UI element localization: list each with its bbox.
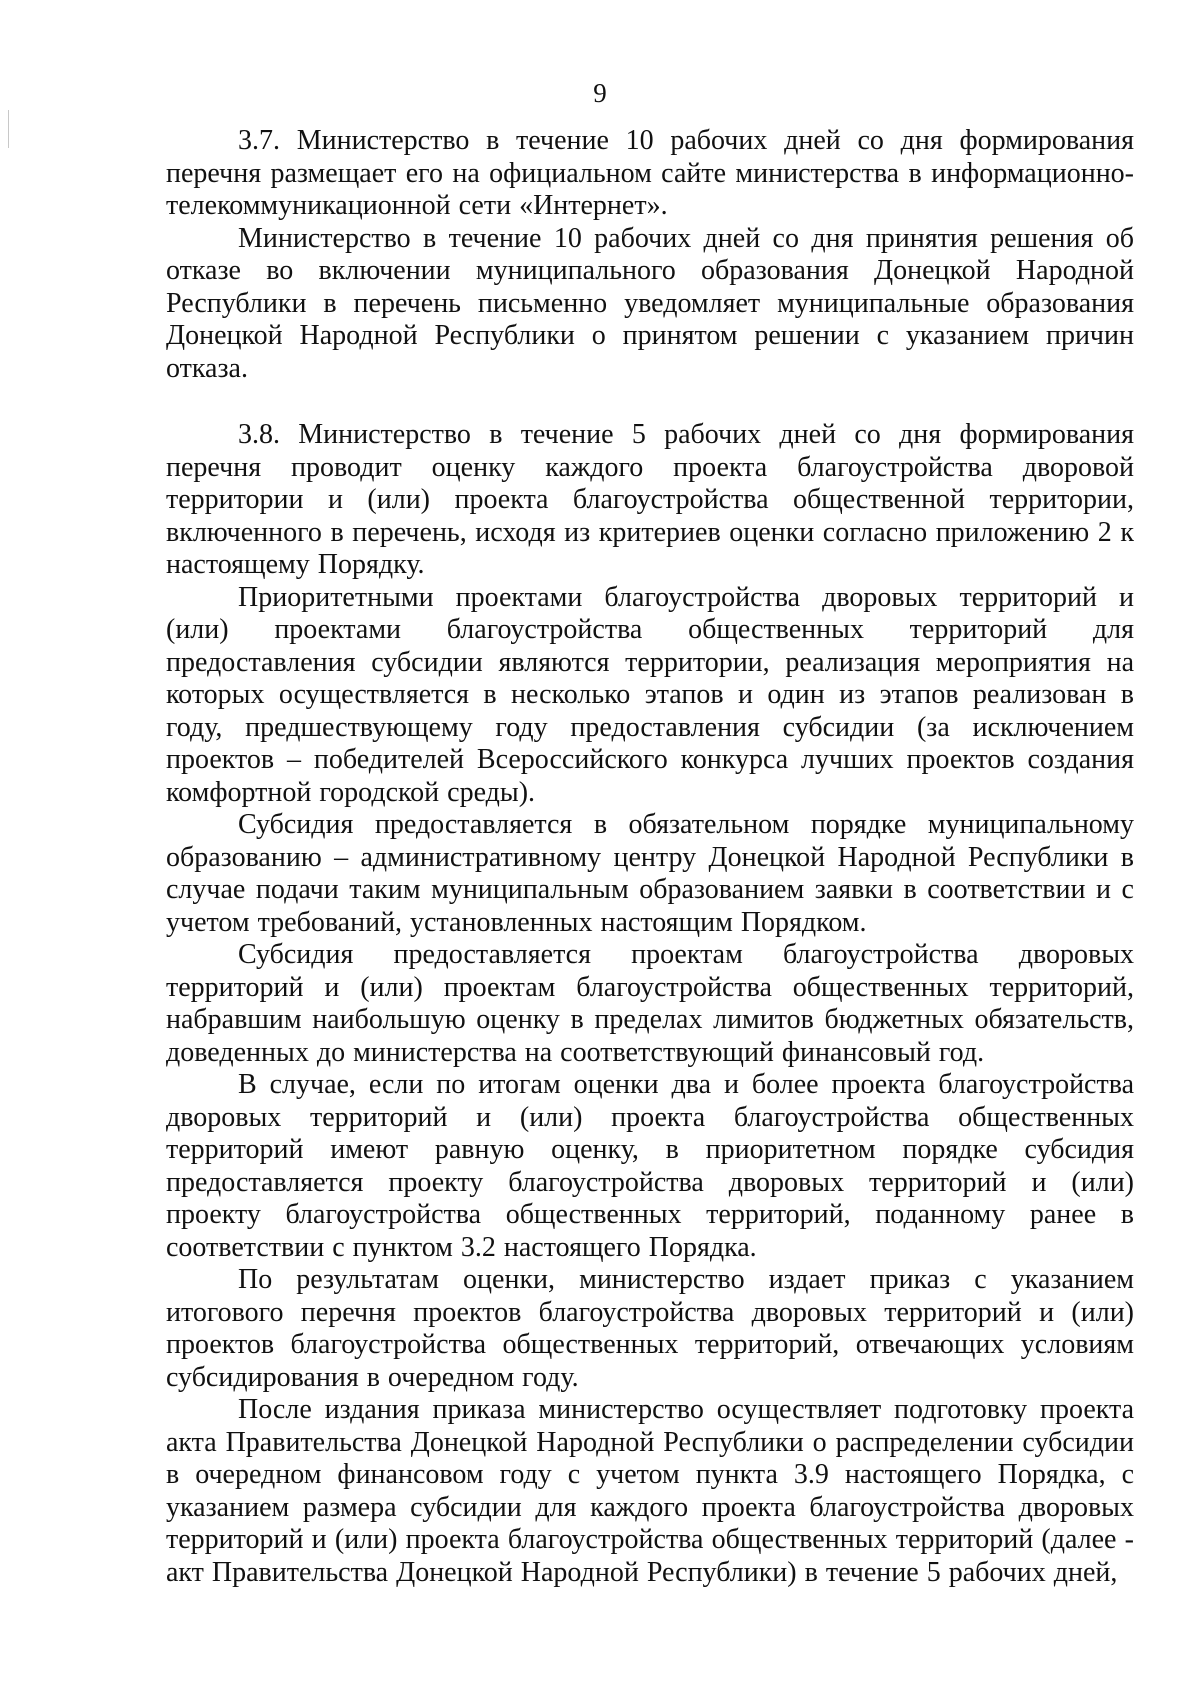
- paragraph-order-issued: По результатам оценки, министерство издает приказ с указанием итогового перечня проектов благоустройства дворовых территорий и (или) проектов благоустройства общественных территорий, отвечающих условиям субсидирования в очередном году.: [166, 1264, 1134, 1393]
- paragraph-equal-score: В случае, если по итогам оценки два и более проекта благоустройства дворовых территорий и (или) проекта благоустройства общественных территорий имеют равную оценку, в приоритетном порядке субсидия предоставляется проекту благоустройства дворовых территорий и (или) проекту благоустройства общественных территорий, поданному ранее в соответствии с пунктом 3.2 настоящего Порядка.: [166, 1069, 1134, 1263]
- paragraph-mandatory-subsidy: Субсидия предоставляется в обязательном порядке муниципальному образованию – административному центру Донецкой Народной Республики в случае подачи таким муниципальным образованием заявки в соответствии и с учетом требований, установленных настоящим Порядком.: [166, 809, 1134, 938]
- paragraph-refusal-notice: Министерство в течение 10 рабочих дней со дня принятия решения об отказе во включении муниципального образования Донецкой Народной Республики в перечень письменно уведомляет муниципальные образования Донецкой Народной Республики о принятом решении с указанием причин отказа.: [166, 222, 1134, 384]
- paragraph-government-act: После издания приказа министерство осуществляет подготовку проекта акта Правительства Донецкой Народной Республики о распределении субсидии в очередном финансовом году с учетом пункта 3.9 настоящего Порядка, с указанием размера субсидии для каждого проекта благоустройства дворовых территорий и (или) проекта благоустройства общественных территорий (далее - акт Правительства Донецкой Народной Республики) в течение 5 рабочих дней,: [166, 1394, 1134, 1588]
- paragraph-subsidy-highest-score: Субсидия предоставляется проектам благоустройства дворовых территорий и (или) проектам благоустройства общественных территорий, набравшим наибольшую оценку в пределах лимитов бюджетных обязательств, доведенных до министерства на соответствующий финансовый год.: [166, 939, 1134, 1068]
- page-number: 9: [593, 78, 607, 108]
- paragraph-3-8: 3.8. Министерство в течение 5 рабочих дней со дня формирования перечня проводит оценку каждого проекта благоустройства дворовой территории и (или) проекта благоустройства общественной территории, включенного в перечень, исходя из критериев оценки согласно приложению 2 к настоящему Порядку.: [166, 419, 1134, 580]
- section-spacer: [166, 385, 1134, 419]
- document-body: [166, 125, 1134, 1589]
- paragraph-priority-projects: Приоритетными проектами благоустройства дворовых территорий и (или) проектами благоустройства общественных территорий для предоставления субсидии являются территории, реализация мероприятия на которых осуществляется в несколько этапов и один из этапов реализован в году, предшествующему году предоставления субсидии (за исключением проектов – победителей Всероссийского конкурса лучших проектов создания комфортной городской среды).: [166, 581, 1134, 808]
- paragraph-3-7: 3.7. Министерство в течение 10 рабочих дней со дня формирования перечня размещает его на официальном сайте министерства в информационно-телекоммуникационной сети «Интернет».: [166, 125, 1134, 221]
- scan-margin-mark: [8, 110, 9, 148]
